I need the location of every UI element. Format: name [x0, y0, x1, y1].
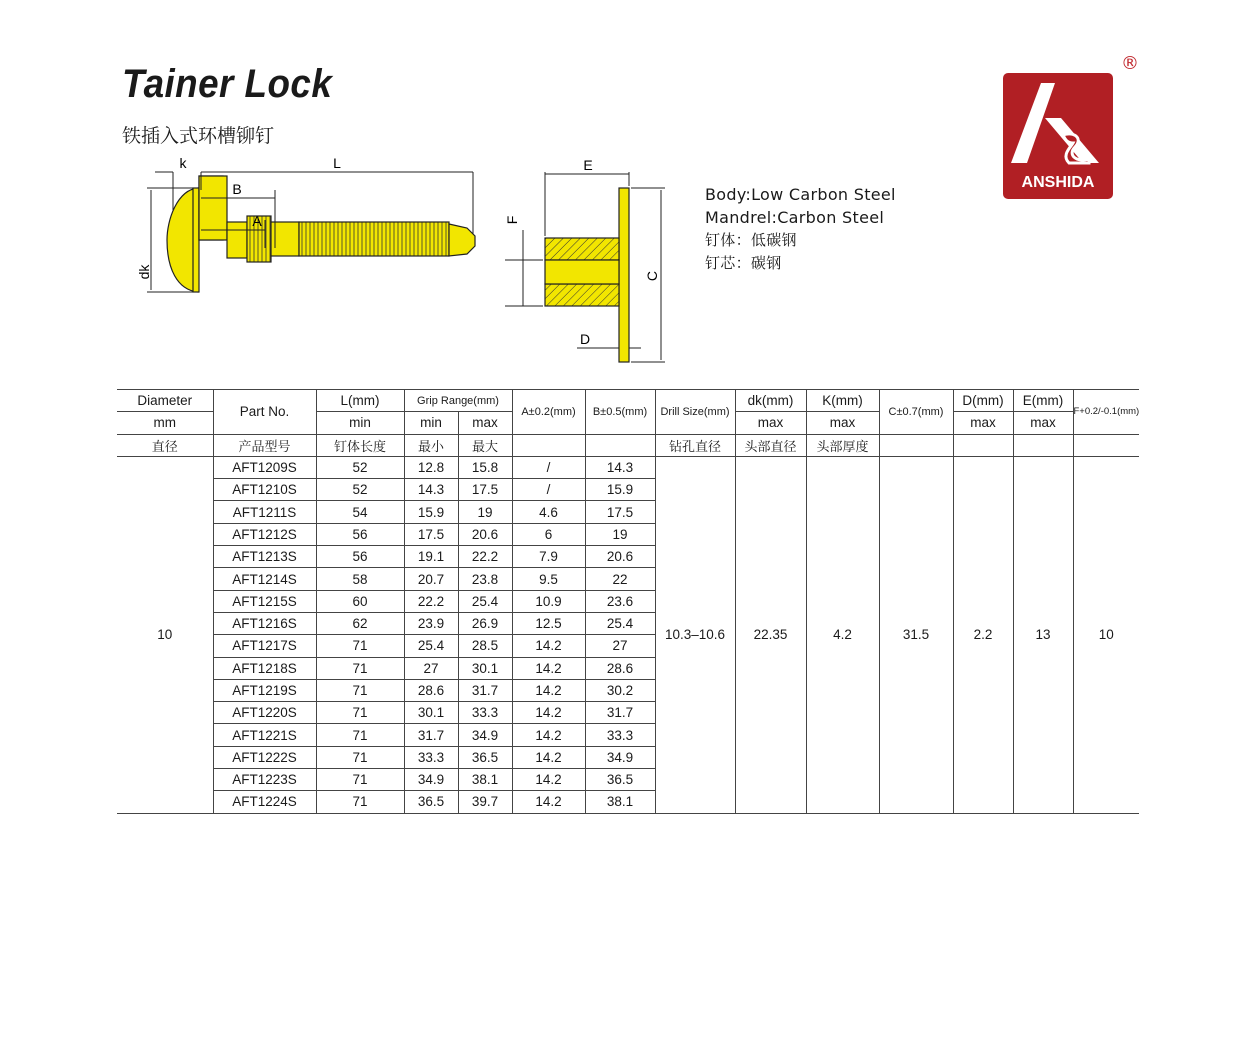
header-part-no-cn: 产品型号 [213, 434, 316, 456]
cell-a: 14.2 [512, 679, 585, 701]
cell-b: 15.9 [585, 479, 655, 501]
dim-d-label: D [579, 331, 591, 347]
cell-diameter: 10 [117, 456, 213, 813]
cell-grip-max: 23.8 [458, 568, 512, 590]
cell-grip-min: 33.3 [404, 746, 458, 768]
cell-grip-max: 34.9 [458, 724, 512, 746]
cell-part-no: AFT1223S [213, 769, 316, 791]
cell-part-no: AFT1222S [213, 746, 316, 768]
cell-l: 58 [316, 568, 404, 590]
spec-table [117, 389, 1139, 814]
cell-l: 71 [316, 702, 404, 724]
header-grip-min-cn: 最小 [404, 434, 458, 456]
rivet-technical-drawing [125, 150, 685, 370]
cell-part-no: AFT1212S [213, 523, 316, 545]
registered-mark: ® [1121, 53, 1139, 74]
header-k-sub: max [806, 412, 879, 434]
cell-grip-min: 12.8 [404, 456, 458, 478]
cell-a: 10.9 [512, 590, 585, 612]
header-l-sub: min [316, 412, 404, 434]
cell-l: 54 [316, 501, 404, 523]
cell-grip-min: 25.4 [404, 635, 458, 657]
cell-b: 30.2 [585, 679, 655, 701]
cell-grip-min: 22.2 [404, 590, 458, 612]
cell-part-no: AFT1218S [213, 657, 316, 679]
header-b: B±0.5(mm) [585, 390, 655, 435]
cell-grip-max: 38.1 [458, 769, 512, 791]
header-dk-sub: max [735, 412, 806, 434]
cell-l: 71 [316, 791, 404, 813]
header-k: K(mm) [806, 390, 879, 412]
cell-f: 10 [1073, 456, 1139, 813]
cell-l: 56 [316, 546, 404, 568]
header-grip-max: max [458, 412, 512, 434]
body-material-cn: 钉体：低碳钢 [705, 231, 797, 249]
cell-a: 9.5 [512, 568, 585, 590]
cell-b: 25.4 [585, 612, 655, 634]
cell-part-no: AFT1217S [213, 635, 316, 657]
cell-part-no: AFT1209S [213, 456, 316, 478]
cell-l: 71 [316, 769, 404, 791]
header-e-cn [1013, 434, 1073, 456]
cell-part-no: AFT1221S [213, 724, 316, 746]
cell-l: 62 [316, 612, 404, 634]
cell-grip-max: 20.6 [458, 523, 512, 545]
cell-b: 34.9 [585, 746, 655, 768]
cell-part-no: AFT1213S [213, 546, 316, 568]
cell-b: 19 [585, 523, 655, 545]
cell-part-no: AFT1220S [213, 702, 316, 724]
cell-a: 14.2 [512, 746, 585, 768]
cell-grip-max: 30.1 [458, 657, 512, 679]
header-d-cn [953, 434, 1013, 456]
cell-grip-max: 25.4 [458, 590, 512, 612]
cell-b: 36.5 [585, 769, 655, 791]
mandrel-material-en: Mandrel:Carbon Steel [705, 207, 885, 227]
materials-info [705, 184, 896, 274]
cell-a: 14.2 [512, 657, 585, 679]
cell-grip-min: 23.9 [404, 612, 458, 634]
cell-grip-max: 39.7 [458, 791, 512, 813]
cell-a: 14.2 [512, 791, 585, 813]
cell-b: 33.3 [585, 724, 655, 746]
cell-part-no: AFT1210S [213, 479, 316, 501]
cell-grip-min: 19.1 [404, 546, 458, 568]
header-a: A±0.2(mm) [512, 390, 585, 435]
cell-k: 4.2 [806, 456, 879, 813]
header-e-sub: max [1013, 412, 1073, 434]
table-row [117, 456, 1139, 478]
dim-l-label: L [333, 155, 341, 171]
cell-b: 28.6 [585, 657, 655, 679]
cell-part-no: AFT1215S [213, 590, 316, 612]
cell-part-no: AFT1219S [213, 679, 316, 701]
header-d-sub: max [953, 412, 1013, 434]
header-b-cn [585, 434, 655, 456]
header-f-cn [1073, 434, 1139, 456]
header-grip-min: min [404, 412, 458, 434]
cell-grip-max: 15.8 [458, 456, 512, 478]
header-diameter: Diameter [117, 390, 213, 412]
header-d: D(mm) [953, 390, 1013, 412]
cell-part-no: AFT1214S [213, 568, 316, 590]
cell-c: 31.5 [879, 456, 953, 813]
cell-l: 56 [316, 523, 404, 545]
cell-grip-max: 17.5 [458, 479, 512, 501]
cell-grip-min: 27 [404, 657, 458, 679]
anshida-logo [1003, 73, 1113, 199]
cell-grip-min: 14.3 [404, 479, 458, 501]
dim-a-label: A [252, 213, 262, 229]
cell-l: 71 [316, 679, 404, 701]
cell-b: 17.5 [585, 501, 655, 523]
cell-b: 23.6 [585, 590, 655, 612]
dim-c-label: C [644, 270, 660, 282]
header-dk-cn: 头部直径 [735, 434, 806, 456]
header-a-cn [512, 434, 585, 456]
header-grip-max-cn: 最大 [458, 434, 512, 456]
cell-grip-max: 19 [458, 501, 512, 523]
cell-b: 14.3 [585, 456, 655, 478]
cell-a: 14.2 [512, 724, 585, 746]
cell-a: / [512, 479, 585, 501]
cell-b: 20.6 [585, 546, 655, 568]
header-diameter-cn: 直径 [117, 434, 213, 456]
cell-grip-max: 33.3 [458, 702, 512, 724]
cell-l: 71 [316, 724, 404, 746]
cell-b: 38.1 [585, 791, 655, 813]
header-diameter-unit: mm [117, 412, 213, 434]
cell-part-no: AFT1216S [213, 612, 316, 634]
header-c: C±0.7(mm) [879, 390, 953, 435]
cell-grip-max: 36.5 [458, 746, 512, 768]
cell-grip-max: 22.2 [458, 546, 512, 568]
cell-part-no: AFT1211S [213, 501, 316, 523]
cell-l: 71 [316, 657, 404, 679]
cell-dk: 22.35 [735, 456, 806, 813]
table-body [117, 456, 1139, 813]
header-grip-range: Grip Range(mm) [404, 390, 512, 412]
header-e: E(mm) [1013, 390, 1073, 412]
dim-dk-label: dk [136, 264, 152, 280]
header-drill-cn: 钻孔直径 [655, 434, 735, 456]
header-f: F+0.2/-0.1(mm) [1073, 390, 1139, 435]
cell-grip-min: 15.9 [404, 501, 458, 523]
cell-part-no: AFT1224S [213, 791, 316, 813]
cell-a: 4.6 [512, 501, 585, 523]
cell-l: 71 [316, 635, 404, 657]
page-title: Tainer Lock [122, 62, 333, 106]
cell-grip-min: 31.7 [404, 724, 458, 746]
cell-e: 13 [1013, 456, 1073, 813]
header-part-no: Part No. [213, 390, 316, 435]
header-drill: Drill Size(mm) [655, 390, 735, 435]
cell-a: 6 [512, 523, 585, 545]
body-material-en: Body:Low Carbon Steel [705, 185, 896, 204]
cell-l: 71 [316, 746, 404, 768]
cell-grip-min: 17.5 [404, 523, 458, 545]
header-l: L(mm) [316, 390, 404, 412]
cell-a: 14.2 [512, 635, 585, 657]
cell-b: 31.7 [585, 702, 655, 724]
header-l-cn: 钉体长度 [316, 434, 404, 456]
cell-l: 52 [316, 456, 404, 478]
page-subtitle: 铁插入式环槽铆钉 [122, 125, 275, 147]
cell-grip-max: 26.9 [458, 612, 512, 634]
cell-a: / [512, 456, 585, 478]
cell-a: 14.2 [512, 702, 585, 724]
cell-grip-max: 31.7 [458, 679, 512, 701]
dim-k-label: k [179, 155, 187, 171]
cell-a: 7.9 [512, 546, 585, 568]
cell-grip-max: 28.5 [458, 635, 512, 657]
cell-grip-min: 20.7 [404, 568, 458, 590]
dim-e-label: E [583, 157, 593, 173]
cell-grip-min: 34.9 [404, 769, 458, 791]
mandrel-material-cn: 钉芯：碳钢 [705, 253, 782, 272]
brand-name: ANSHIDA [1021, 174, 1095, 191]
cell-l: 60 [316, 590, 404, 612]
header-dk: dk(mm) [735, 390, 806, 412]
cell-grip-min: 30.1 [404, 702, 458, 724]
cell-a: 14.2 [512, 769, 585, 791]
cell-drill: 10.3–10.6 [655, 456, 735, 813]
dim-f-label: F [504, 215, 520, 225]
cell-l: 52 [316, 479, 404, 501]
dim-b-label: B [232, 181, 242, 197]
cell-b: 22 [585, 568, 655, 590]
header-c-cn [879, 434, 953, 456]
cell-a: 12.5 [512, 612, 585, 634]
cell-d: 2.2 [953, 456, 1013, 813]
cell-grip-min: 28.6 [404, 679, 458, 701]
cell-grip-min: 36.5 [404, 791, 458, 813]
rivet-side-view [167, 176, 475, 292]
header-k-cn: 头部厚度 [806, 434, 879, 456]
cell-b: 27 [585, 635, 655, 657]
